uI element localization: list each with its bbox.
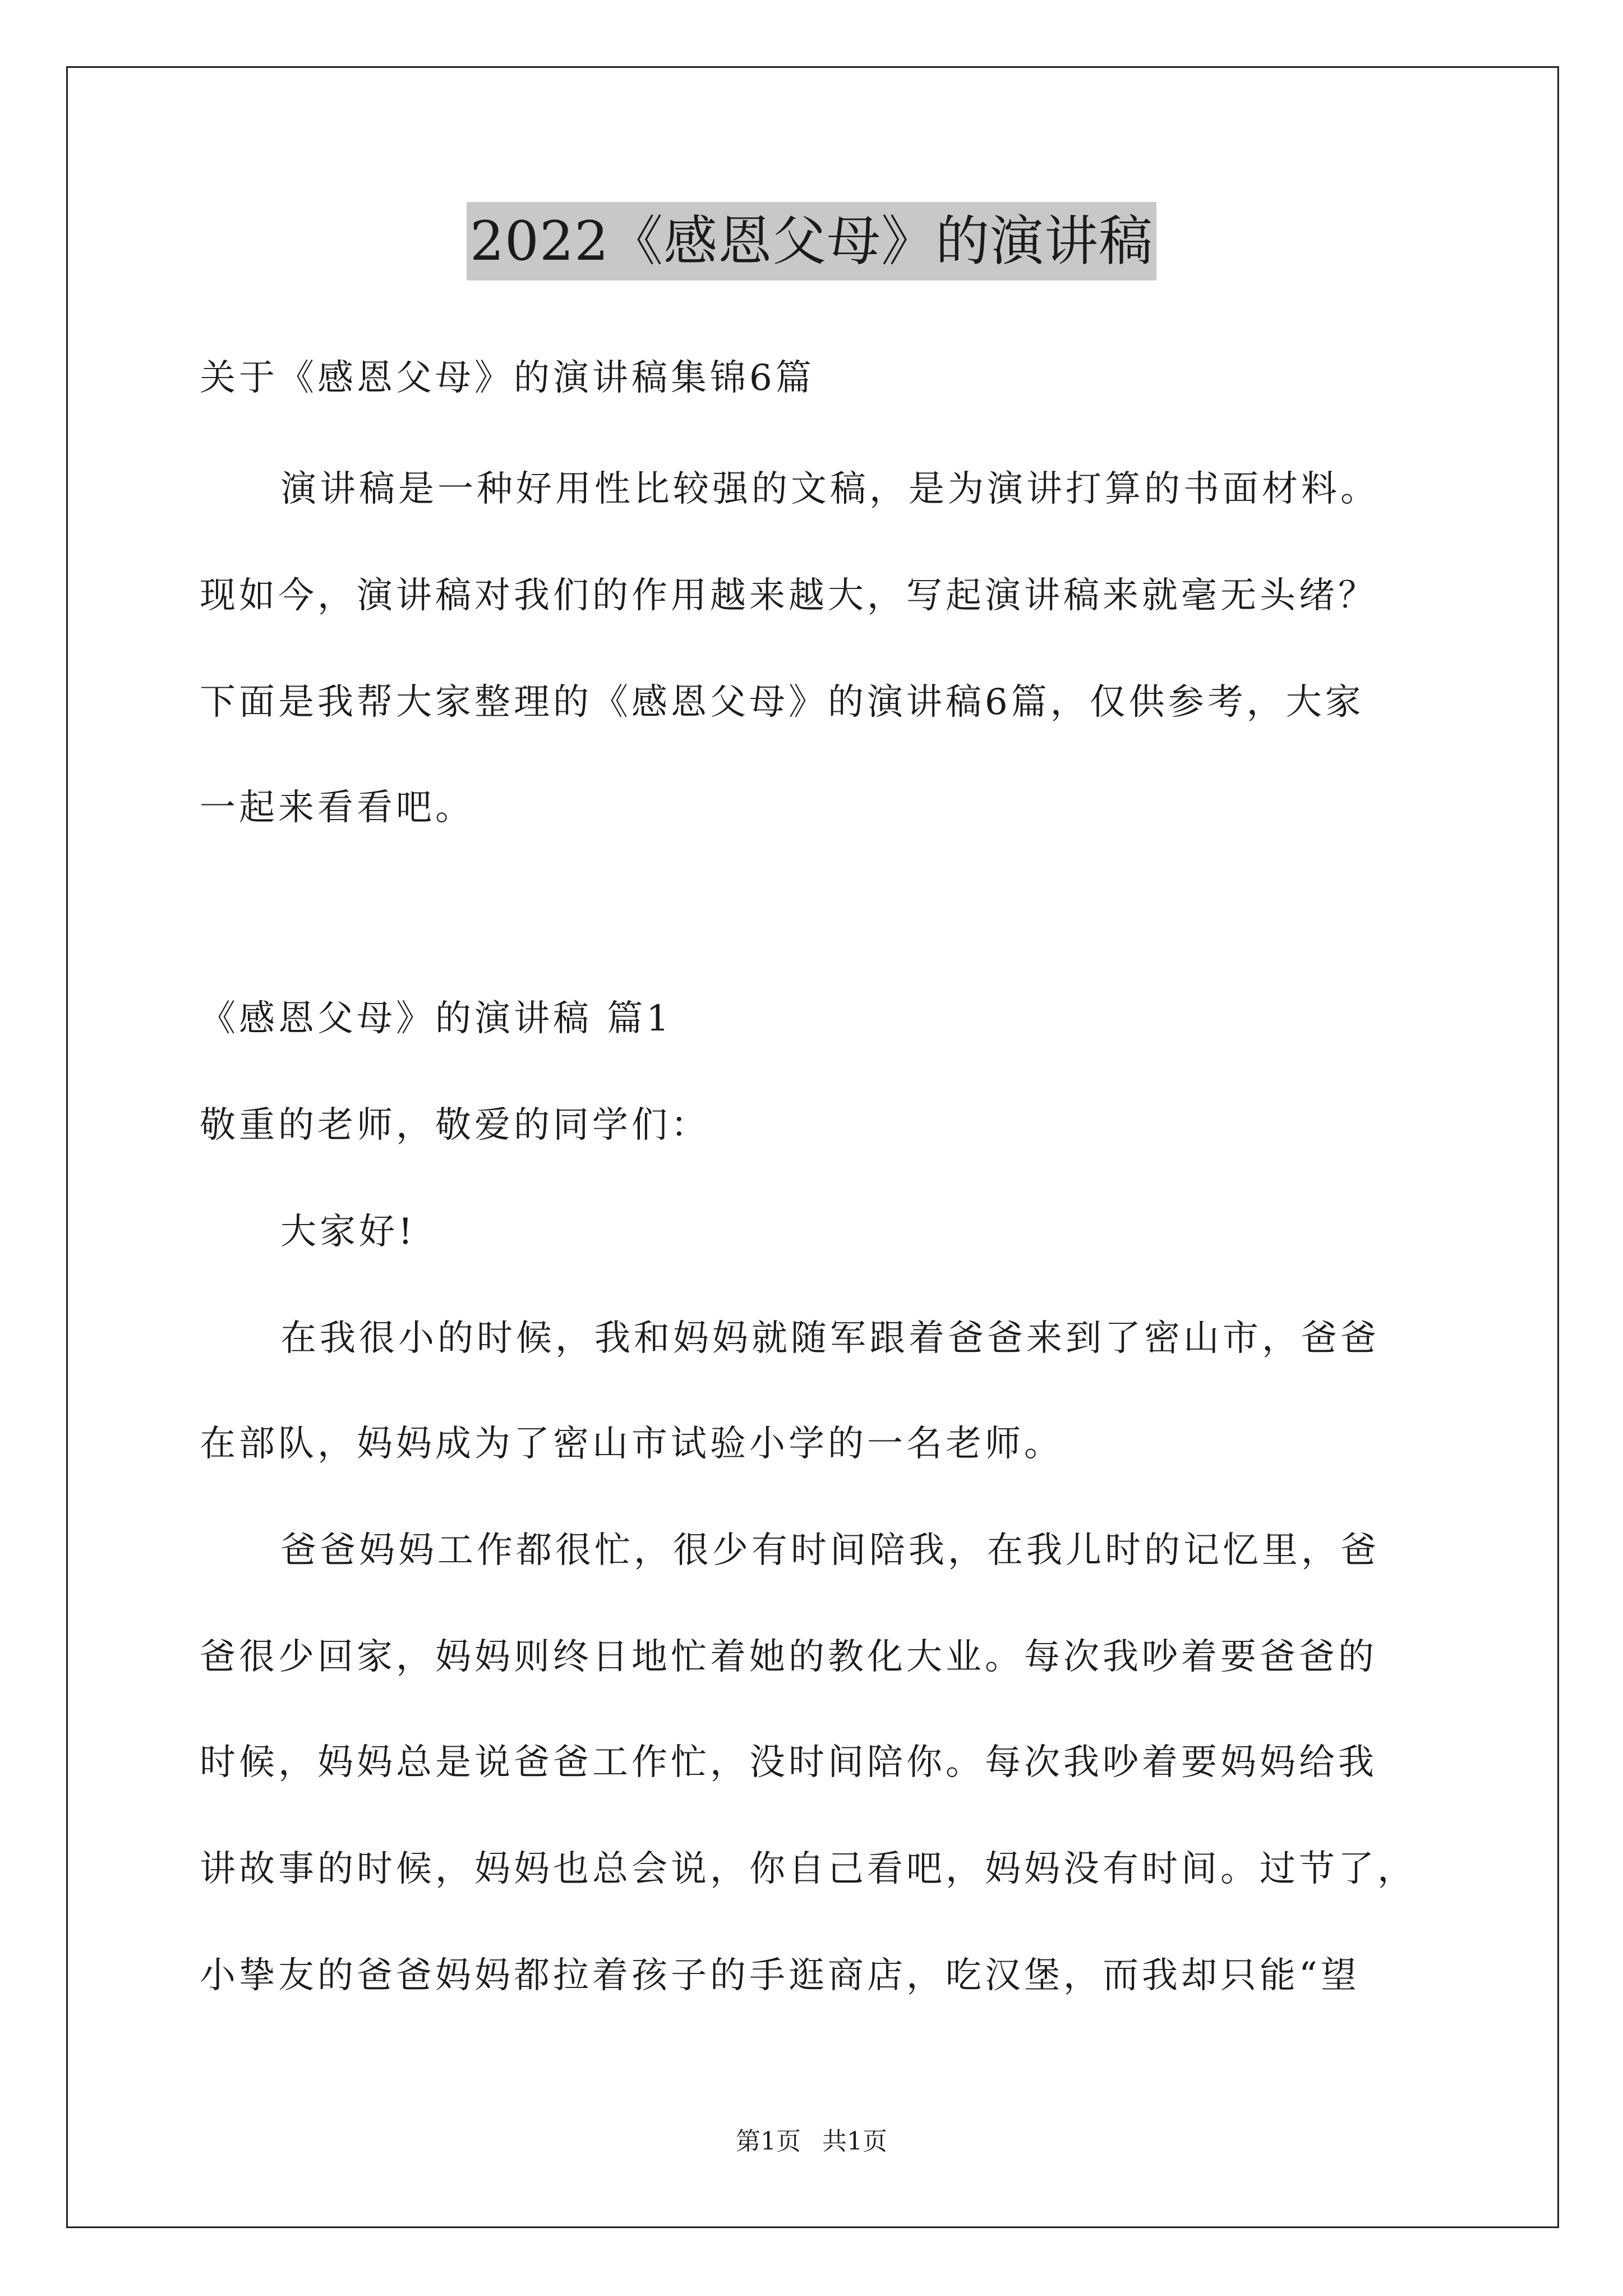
- document-title: 2022《感恩父母》的演讲稿: [467, 202, 1156, 280]
- paragraph2-line-5: 小挚友的爸爸妈妈都拉着孩子的手逛商店，吃汉堡，而我却只能“望: [200, 1955, 1360, 1996]
- document-subtitle: 关于《感恩父母》的演讲稿集锦6篇: [200, 357, 815, 399]
- paragraph2-line-3: 时候，妈妈总是说爸爸工作忙，没时间陪你。每次我吵着要妈妈给我: [200, 1742, 1377, 1783]
- intro-line-4: 一起来看看吧。: [200, 787, 474, 829]
- page-footer: [0, 2125, 1623, 2159]
- page-number-current: 第1页: [736, 2127, 801, 2156]
- paragraph2-line-4: 讲故事的时候，妈妈也总会说，你自己看吧，妈妈没有时间。过节了，: [200, 1848, 1417, 1890]
- paragraph1-line-2: 在部队，妈妈成为了密山市试验小学的一名老师。: [200, 1423, 1063, 1465]
- title-container: [0, 202, 1623, 280]
- salutation: 敬重的老师，敬爱的同学们：: [200, 1105, 710, 1146]
- greeting: 大家好!: [280, 1211, 416, 1253]
- intro-line-3: 下面是我帮大家整理的《感恩父母》的演讲稿6篇，仅供参考，大家: [200, 682, 1364, 723]
- page-number-total: 共1页: [822, 2127, 887, 2156]
- intro-line-2: 现如今，演讲稿对我们的作用越来越大，写起演讲稿来就毫无头绪？: [200, 575, 1377, 616]
- intro-line-1: 演讲稿是一种好用性比较强的文稿，是为演讲打算的书面材料。: [280, 468, 1380, 510]
- paragraph2-line-1: 爸爸妈妈工作都很忙，很少有时间陪我，在我儿时的记忆里，爸: [280, 1530, 1380, 1571]
- paragraph1-line-1: 在我很小的时候，我和妈妈就随军跟着爸爸来到了密山市，爸爸: [280, 1318, 1380, 1359]
- section-heading: 《感恩父母》的演讲稿 篇1: [200, 998, 673, 1039]
- paragraph2-line-2: 爸很少回家，妈妈则终日地忙着她的教化大业。每次我吵着要爸爸的: [200, 1636, 1377, 1678]
